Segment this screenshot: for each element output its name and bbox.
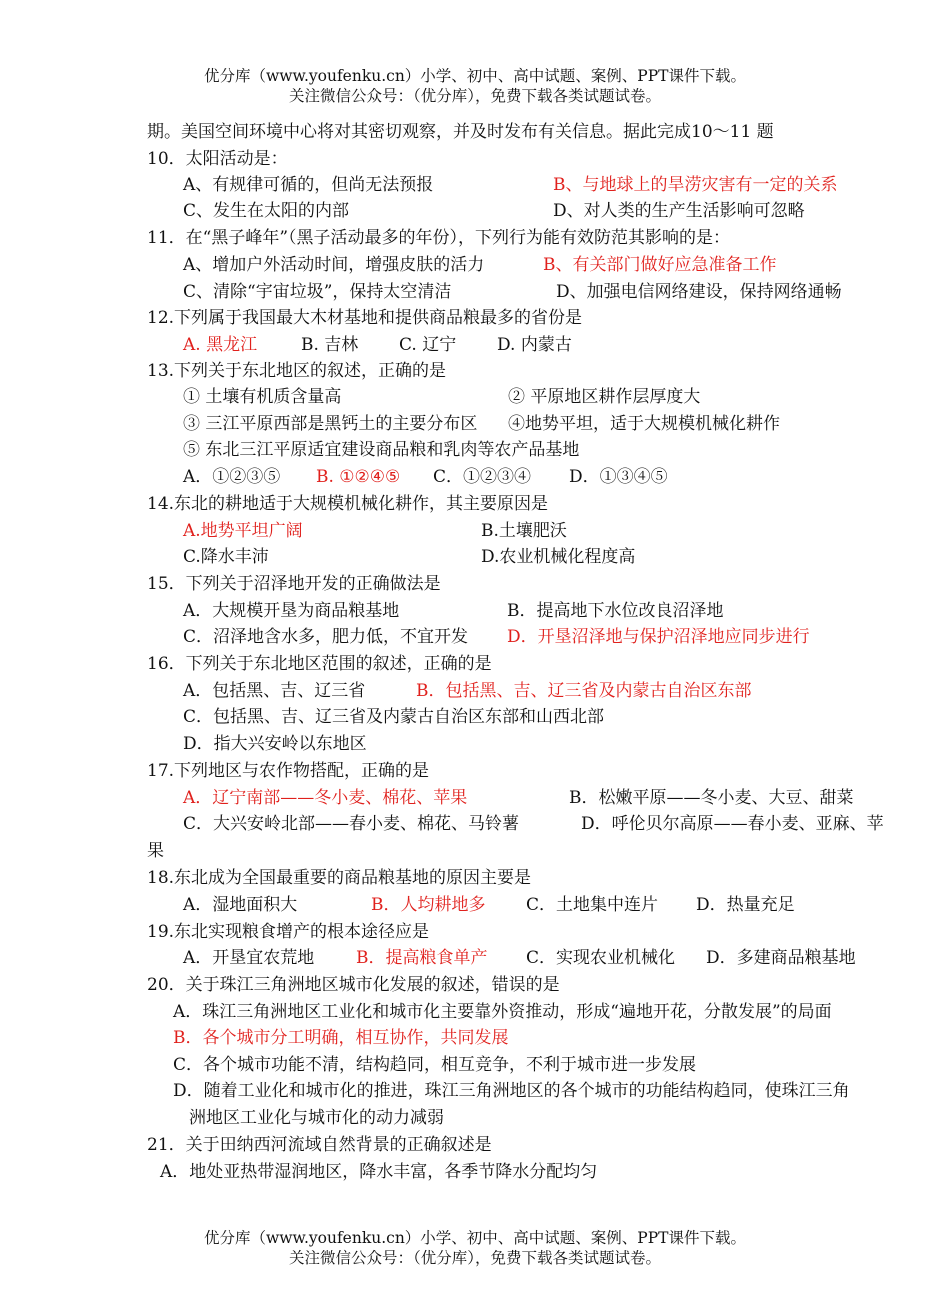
q11-option-a: A、增加户外活动时间，增强皮肤的活力: [183, 255, 485, 275]
q17-option-d-wrap: 果: [147, 841, 164, 861]
q18-option-a: A．湿地面积大: [183, 895, 298, 915]
q13-statement-5: ⑤ 东北三江平原适宜建设商品粮和乳肉等农产品基地: [183, 440, 580, 460]
q14-option-d: D.农业机械化程度高: [481, 547, 636, 567]
q12-option-d: D. 内蒙古: [497, 335, 572, 355]
q20-stem: 20．关于珠江三角洲地区城市化发展的叙述，错误的是: [147, 975, 560, 995]
q13-option-d: D．①③④⑤: [569, 467, 668, 487]
q10-option-d: D、对人类的生产生活影响可忽略: [553, 201, 805, 221]
header-line-1: 优分库（www.youfenku.cn）小学、初中、高中试题、案例、PPT课件下载。: [203, 67, 747, 85]
q21-option-a: A．地处亚热带湿润地区，降水丰富，各季节降水分配均匀: [160, 1162, 598, 1182]
q10-option-a: A、有规律可循的，但尚无法预报: [183, 175, 434, 195]
q11-option-b-answer: B、有关部门做好应急准备工作: [543, 255, 777, 275]
q14-stem: 14.东北的耕地适于大规模机械化耕作，其主要原因是: [147, 494, 549, 514]
q13-statement-3: ③ 三江平原西部是黑钙土的主要分布区: [183, 414, 478, 434]
q15-stem: 15．下列关于沼泽地开发的正确做法是: [147, 574, 441, 594]
q14-option-b: B.土壤肥沃: [481, 521, 567, 541]
q13-statement-1: ① 土壤有机质含量高: [183, 387, 342, 407]
q16-stem: 16．下列关于东北地区范围的叙述，正确的是: [147, 654, 492, 674]
q18-option-b-answer: B．人均耕地多: [371, 895, 486, 915]
q16-option-b-answer: B．包括黑、吉、辽三省及内蒙古自治区东部: [416, 681, 752, 701]
q10-option-c: C、发生在太阳的内部: [183, 201, 350, 221]
q15-option-c: C．沼泽地含水多，肥力低，不宜开发: [183, 627, 469, 647]
q14-option-c: C.降水丰沛: [183, 547, 269, 567]
q19-option-b-answer: B．提高粮食单产: [356, 948, 488, 968]
q12-stem: 12.下列属于我国最大木材基地和提供商品粮最多的省份是: [147, 308, 583, 328]
q20-option-a: A．珠江三角洲地区工业化和城市化主要靠外资推动，形成“遍地开花，分散发展”的局面: [173, 1002, 832, 1022]
q17-option-d: D．呼伦贝尔高原——春小麦、亚麻、苹: [581, 814, 884, 834]
q13-statement-4: ④地势平坦，适于大规模机械化耕作: [508, 414, 780, 434]
q17-option-a-answer: A．辽宁南部——冬小麦、棉花、苹果: [183, 788, 468, 808]
q16-option-a: A．包括黑、吉、辽三省: [183, 681, 366, 701]
q21-stem: 21．关于田纳西河流域自然背景的正确叙述是: [147, 1135, 492, 1155]
q10-option-b-answer: B、与地球上的旱涝灾害有一定的关系: [553, 175, 838, 195]
q12-option-c: C. 辽宁: [399, 335, 457, 355]
q11-option-d: D、加强电信网络建设，保持网络通畅: [556, 282, 842, 302]
q15-option-b: B．提高地下水位改良沼泽地: [507, 601, 724, 621]
q15-option-d-answer: D．开垦沼泽地与保护沼泽地应同步进行: [507, 627, 810, 647]
q13-option-a: A．①②③⑤: [183, 467, 281, 487]
q17-stem: 17.下列地区与农作物搭配，正确的是: [147, 761, 430, 781]
q19-option-d: D．多建商品粮基地: [706, 948, 856, 968]
q13-stem: 13.下列关于东北地区的叙述，正确的是: [147, 361, 447, 381]
q13-statement-2: ② 平原地区耕作层厚度大: [508, 387, 701, 407]
q18-option-d: D．热量充足: [696, 895, 795, 915]
q17-option-c: C．大兴安岭北部——春小麦、棉花、马铃薯: [183, 814, 520, 834]
q17-option-b: B．松嫩平原——冬小麦、大豆、甜菜: [569, 788, 854, 808]
q20-option-d: D．随着工业化和城市化的推进，珠江三角洲地区的各个城市的功能结构趋同，使珠江三角: [173, 1081, 850, 1101]
footer-line-2: 关注微信公众号：（优分库），免费下载各类试题试卷。: [288, 1249, 661, 1267]
header-line-2: 关注微信公众号：（优分库），免费下载各类试题试卷。: [288, 87, 661, 105]
q10-stem: 10．太阳活动是：: [147, 149, 288, 169]
q16-option-c: C．包括黑、吉、辽三省及内蒙古自治区东部和山西北部: [183, 707, 605, 727]
q12-option-b: B. 吉林: [301, 335, 359, 355]
q19-option-c: C．实现农业机械化: [526, 948, 676, 968]
q19-option-a: A．开垦宜农荒地: [183, 948, 315, 968]
page-footer: [0, 1228, 950, 1268]
q15-option-a: A．大规模开垦为商品粮基地: [183, 601, 400, 621]
q18-stem: 18.东北成为全国最重要的商品粮基地的原因主要是: [147, 868, 532, 888]
footer-line-1: 优分库（www.youfenku.cn）小学、初中、高中试题、案例、PPT课件下载。: [203, 1229, 747, 1247]
q11-option-c: C、清除“宇宙垃圾”，保持太空清洁: [183, 282, 452, 302]
q20-option-d-wrap: 洲地区工业化与城市化的动力减弱: [189, 1108, 444, 1128]
q13-option-b-answer: B. ①②④⑤: [316, 467, 401, 487]
q16-option-d: D．指大兴安岭以东地区: [183, 734, 367, 754]
intro-text: 期。美国空间环境中心将对其密切观察，并及时发布有关信息。据此完成10～11 题: [147, 122, 774, 142]
q13-option-c: C．①②③④: [433, 467, 532, 487]
q11-stem: 11．在“黑子峰年”（黑子活动最多的年份），下列行为能有效防范其影响的是：: [147, 228, 731, 248]
q20-option-c: C．各个城市功能不清，结构趋同，相互竞争，不利于城市进一步发展: [173, 1055, 697, 1075]
q12-option-a-answer: A. 黑龙江: [183, 335, 258, 355]
q19-stem: 19.东北实现粮食增产的根本途径应是: [147, 922, 430, 942]
q20-option-b-answer: B．各个城市分工明确，相互协作，共同发展: [173, 1028, 509, 1048]
page-header: [0, 66, 950, 106]
q18-option-c: C．土地集中连片: [526, 895, 659, 915]
q14-option-a-answer: A.地势平坦广阔: [183, 521, 303, 541]
